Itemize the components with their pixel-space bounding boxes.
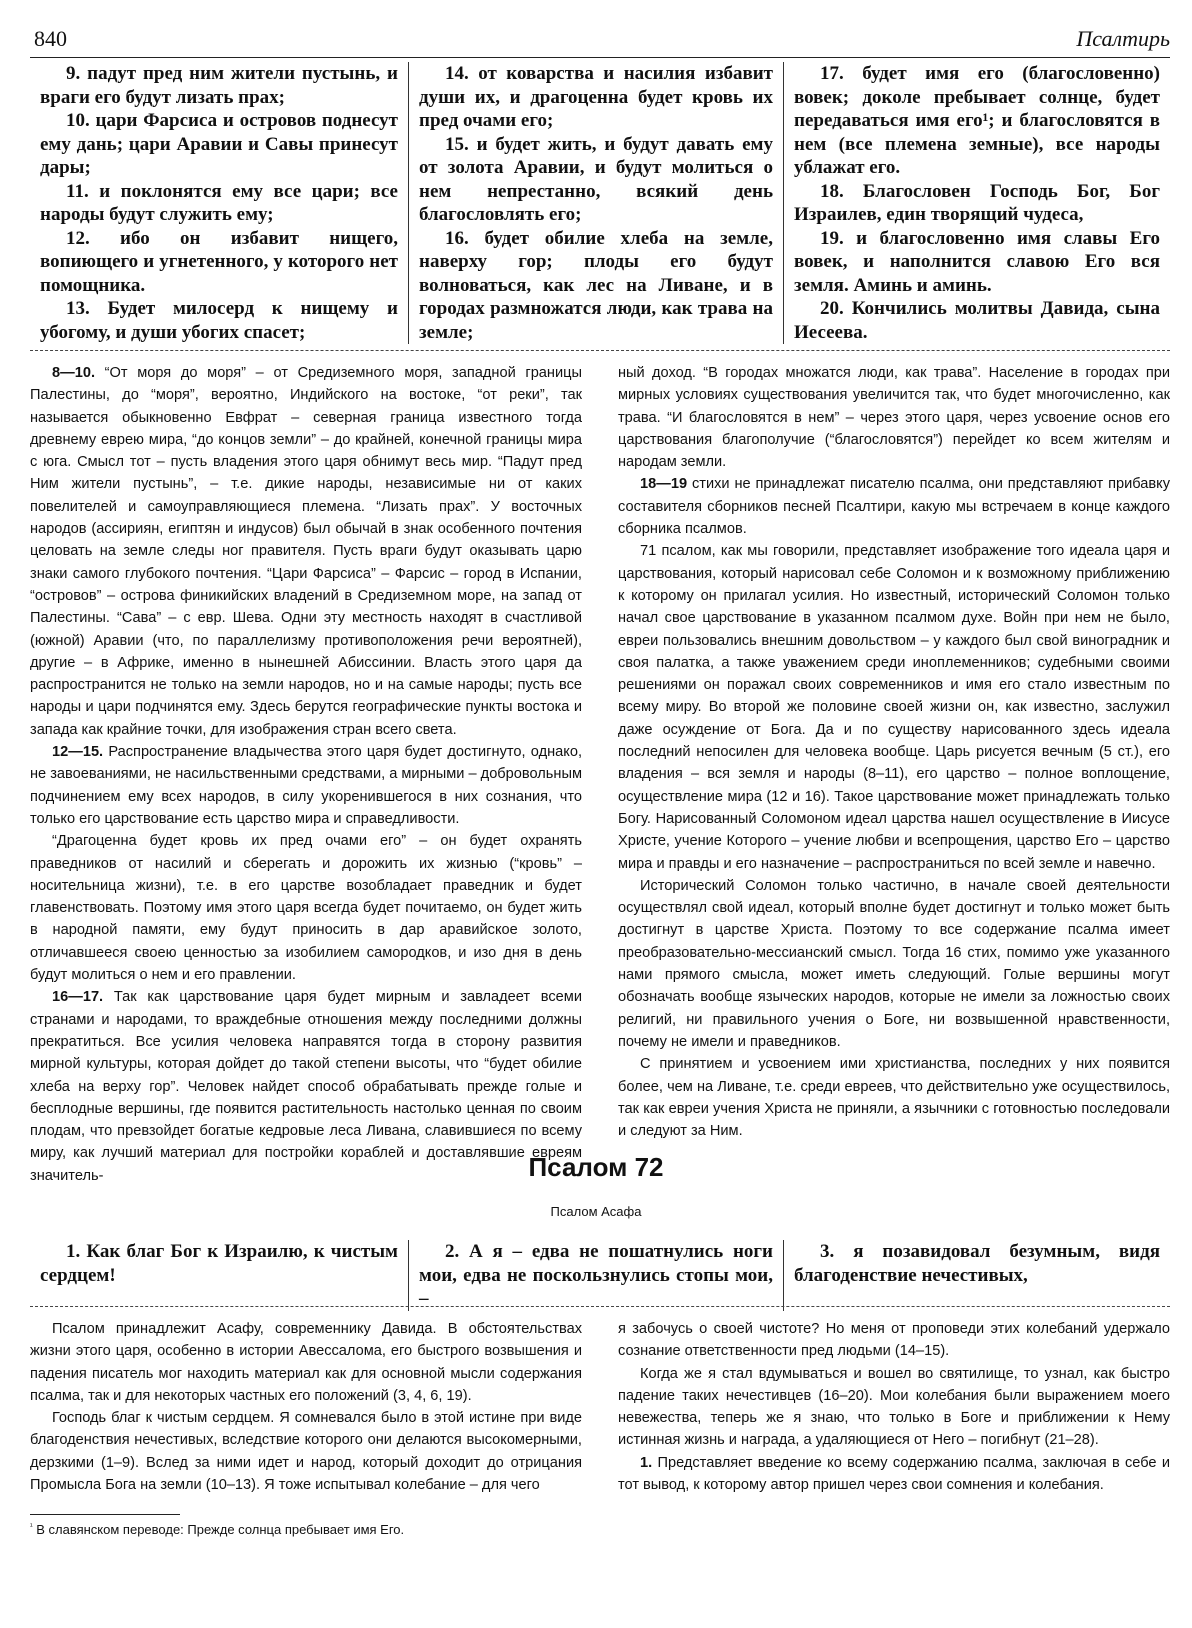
running-title: Псалтирь [1076, 26, 1170, 51]
commentary-paragraph [30, 741, 582, 830]
verse-reference: 16—17. [52, 989, 104, 1006]
commentary-text: “От моря до моря” – от Средиземного моря, западной границы Палестины, до “моря”, вероятно, Индийского на востоке, “от реки”, так называется обыкновенно Евфрат – северная граница известного тогда древнему еврею мира, “до концов земли” – до крайней, конечной границы мира с юга. Смысл тот – пусть владения этого царя обнимут весь мир. “Падут пред Ним жители пустынь”, – т.е. дикие народы, независимые ни от каких повелителей и самоуправляющиеся племена. “Лизать прах”. У восточных народов (ассириян, египтян и индусов) был обычай в знак особенного почтения целовать на земле следы ног правителя. Пусть враги будут оказывать царю знаки самого глубокого почтения. “Цари Фарсиса” – Фарсис – город в Испании, “островов” – острова финикийских владений в Средиземном море, на запад от Палестины. “Сава” – с евр. Шева. Одни эту местность находят в счастливой (южной) Аравии (что, по параллелизму противоположения речи вероятней), другие – в Африке, именно в нынешней Абиссинии. Власть этого царя да распространится не только на земли народов, но и на самые народы; пусть все народы и цари подчинятся ему. Здесь берутся географические пункты востока и запада как крайние точки, для изображения стран всего света. [30, 365, 582, 738]
header-rule [30, 57, 1170, 58]
footnote-rule [30, 1514, 180, 1515]
commentary-paragraph [618, 1053, 1170, 1142]
verse-column [30, 62, 408, 344]
psalm-71-commentary [30, 362, 1170, 1187]
commentary-text: я забочусь о своей чистоте? Но меня от проповеди этих колебаний удержало сознание ответственности пред людьми (14–15). [618, 1321, 1170, 1360]
section-divider [30, 1306, 1170, 1307]
verse-reference: 18—19 [640, 476, 688, 493]
verse: 9. падут пред ним жители пустынь, и враги его будут лизать прах; [40, 63, 398, 108]
commentary-text: стихи не принадлежат писателю псалма, они представляют прибавку составителя сборников песней Псалтири, какую мы встречаем в конце каждого сборника псалмов. [618, 476, 1170, 538]
verse: 15. и будет жить, и будут давать ему от золота Аравии, и будут молиться о нем непрестанно, всякий день благословлять его; [419, 133, 773, 225]
psalm-subtitle: Псалом Асафа [550, 1204, 642, 1219]
verse-reference: 1. [640, 1454, 653, 1471]
verse: 11. и поклонятся ему все цари; все народы будут служить ему; [40, 180, 398, 225]
commentary-paragraph [30, 362, 582, 741]
commentary-text: Так как царствование царя будет мирным и завладеет всеми странами и народами, то враждебные отношения между последними должны прекратиться. Все усилия человека направятся тогда в сторону развития мирной культуры, которая дойдет до такой степени высоты, что “будет обилие хлеба на верху гор”. Человек найдет способ обрабатывать прежде голые и бесплодные вершины, где появится растительность настолько ценная по своим плодам, что превзойдет богатые кедровые леса Ливана, славившиеся по всему миру, как лучший материал для постройки кораблей и доставлявшие евреям значитель- [30, 989, 582, 1184]
verse: 1. Как благ Бог к Израилю, к чистым сердцем! [40, 1241, 398, 1286]
verse: 10. цари Фарсиса и островов поднесут ему дань; цари Аравии и Савы принесут дары; [40, 110, 398, 178]
verse-reference: 8—10. [52, 365, 95, 381]
commentary-text: Распространение владычества этого царя будет достигнуто, однако, не завоеваниями, не насильственными средствами, а мирными – добровольным подчинением ему всех народов, в силу укоренившегося в них сознания, что только его царствование есть царство мира и справедливости. [30, 744, 582, 827]
psalm-title: Псалом 72 [528, 1152, 664, 1182]
verse-column [408, 62, 783, 344]
commentary-column-left [30, 1318, 582, 1496]
verse-column [30, 1240, 408, 1311]
commentary-paragraph [30, 830, 582, 986]
verse: 12. ибо он избавит нищего, вопиющего и угнетенного, у которого нет помощника. [40, 227, 398, 296]
verse-column [783, 62, 1170, 344]
commentary-paragraph [30, 1407, 582, 1496]
commentary-text: Исторический Соломон только частично, в начале своей деятельности осуществлял свой идеал, который вполне будет достигнут и только может быть достигнут в царстве Христа. Поэтому то все содержание псалма имеет преобразовательно-мессианский смысл. Тогда 16 стих, помимо уже указанного нами прямого смысла, может иметь следующий. Голые вершины могут обозначать вообще языческих народов, которые не имели за ложностью своих религий, ни правильного учения о Боге, ни возвышенной нравственности, почему не имели и праведников. [618, 877, 1170, 1050]
psalm-72-verses [30, 1240, 1170, 1311]
commentary-paragraph [618, 1318, 1170, 1363]
commentary-paragraph [618, 473, 1170, 540]
verse: 18. Благословен Господь Бог, Бог Израилев, един творящий чудеса, [794, 180, 1160, 225]
verse-reference: 12—15. [52, 744, 104, 761]
verse: 19. и благословенно имя славы Его вовек, и наполнится славою Его вся земля. Аминь и аминь. [794, 227, 1160, 296]
page-number: 840 [34, 26, 67, 51]
footnote [30, 1522, 404, 1537]
verse: 2. А я – едва не пошатнулись ноги мои, едва не поскользнулись стопы мои, – [419, 1241, 773, 1309]
psalm-72-commentary [30, 1318, 1170, 1496]
commentary-column-right [618, 362, 1170, 1187]
commentary-paragraph [618, 875, 1170, 1053]
commentary-text: Псалом принадлежит Асафу, современнику Давида. В обстоятельствах жизни этого царя, особенно в истории Авессалома, его быстрого возвышения и падения писатель мог находить материал как для основной мысли содержания псалма, так и для некоторых частных его положений (3, 4, 6, 19). [30, 1321, 582, 1404]
commentary-text: Представляет введение ко всему содержанию псалма, заключая в себе и тот вывод, к которому автор пришел через свои сомнения и колебания. [618, 1454, 1170, 1494]
page-header [30, 22, 1170, 58]
verse-column [783, 1240, 1170, 1311]
commentary-text: Когда же я стал вдумываться и вошел во святилище, то узнал, как быстро падение таких нечестивцев (16–20). Мои колебания были выражением моего невежества, теперь же я знаю, что только в Боге и приближении к Нему истинная жизнь и награда, а удаляющиеся от Него – погибнут (21–28). [618, 1365, 1170, 1449]
commentary-paragraph [618, 362, 1170, 473]
verse: 16. будет обилие хлеба на земле, наверху гор; плоды его будут волноваться, как лес на Ливане, и в городах размножатся люди, как трава на земле; [419, 227, 773, 343]
verse-column [408, 1240, 783, 1311]
commentary-text: ный доход. “В городах множатся люди, как трава”. Население в городах при мирных условиях существования увеличится так, что будет многочисленно, как трава. “И благословятся в нем” – через этого царя, через усвоение основ его царствования благополучие (“благословятся”) перейдет ко всем жителям и народам земли. [618, 365, 1170, 471]
verse: 14. от коварства и насилия избавит души их, и драгоценна будет кровь их пред очами его; [419, 63, 773, 131]
commentary-paragraph [618, 540, 1170, 874]
footnote-text: В славянском переводе: Прежде солнца пребывает имя Его. [36, 1522, 405, 1537]
commentary-text: “Драгоценна будет кровь их пред очами его” – он будет охранять праведников от насилий и сберегать и дорожить их жизнью (“кровь” – носительница жизни), т.е. в его царстве возобладает праведник и будет главенствовать. Поэтому имя этого царя всегда будет почитаемо, он будет жить в народной памяти, ему будут приносить в дар аравийское золото, отличавшееся своею ценностью за изобилием самородков, и изо дня в день будут молиться о нем и его правлении. [30, 833, 582, 984]
verse: 13. Будет милосерд к нищему и убогому, и души убогих спасет; [40, 298, 398, 343]
commentary-paragraph [618, 1452, 1170, 1497]
commentary-paragraph [30, 1318, 582, 1407]
commentary-text: С принятием и усвоением ими христианства, последних у них появится более, чем на Ливане, т.е. среди евреев, что действительно уже осуществилось, так как евреи учения Христа не приняли, а язычники с готовностью последовали и следуют за Ним. [618, 1056, 1170, 1140]
commentary-text: Господь благ к чистым сердцем. Я сомневался было в этой истине при виде благоденствия нечестивых, вследствие которого они делаются высокомерными, дерзкими (1–9). Вслед за ними идет и народ, который доходит до отрицания Промысла Бога на земли (10–13). Я тоже испытывал колебание – для чего [30, 1410, 582, 1494]
commentary-column-left [30, 362, 582, 1187]
verse: 17. будет имя его (благословенно) вовек; доколе пребывает солнце, будет передаваться имя его¹; и благословятся в нем (все племена земные), все народы ублажат его. [794, 63, 1160, 178]
verse: 3. я позавидовал безумным, видя благоденствие нечестивых, [794, 1241, 1160, 1286]
commentary-paragraph [618, 1363, 1170, 1452]
section-divider [30, 350, 1170, 351]
footnote-mark: ¹ [30, 1521, 33, 1531]
psalm-71-verses [30, 62, 1170, 344]
verse: 20. Кончились молитвы Давида, сына Иесеева. [794, 298, 1160, 343]
commentary-column-right [618, 1318, 1170, 1496]
commentary-text: 71 псалом, как мы говорили, представляет изображение того идеала царя и царствования, который нарисовал себе Соломон и к возможному приближению к которому он прилагал усилия. Но известный, исторический Соломон только начал свое царствование в указанном псалмом духе. Войн при нем не было, евреи пользовались внешним довольством – у каждого был свой виноградник и своя палатка, а также уважением среди иноплеменников; судебными своими решениями он поражал своих современников и имя его стало известным по всему миру. Во второй же половине своей жизни он, как известно, заслужил даже осуждение от Бога. Да и по существу нарисованного здесь идеала последний непосилен для человека вообще. Царь рисуется вечным (5 ст.), его владения – вся земля и народы (8–11), его царство – полное воплощение, осуществление мира (12 и 16). Такое царствование может принадлежать только Богу. Нарисованный Соломоном идеал царства нашел осуществление в Иисусе Христе, учение Которого – учение любви и всепрощения, царство Его – царство мира и правды и его назначение – распространиться по всей земле и навечно. [618, 543, 1170, 872]
